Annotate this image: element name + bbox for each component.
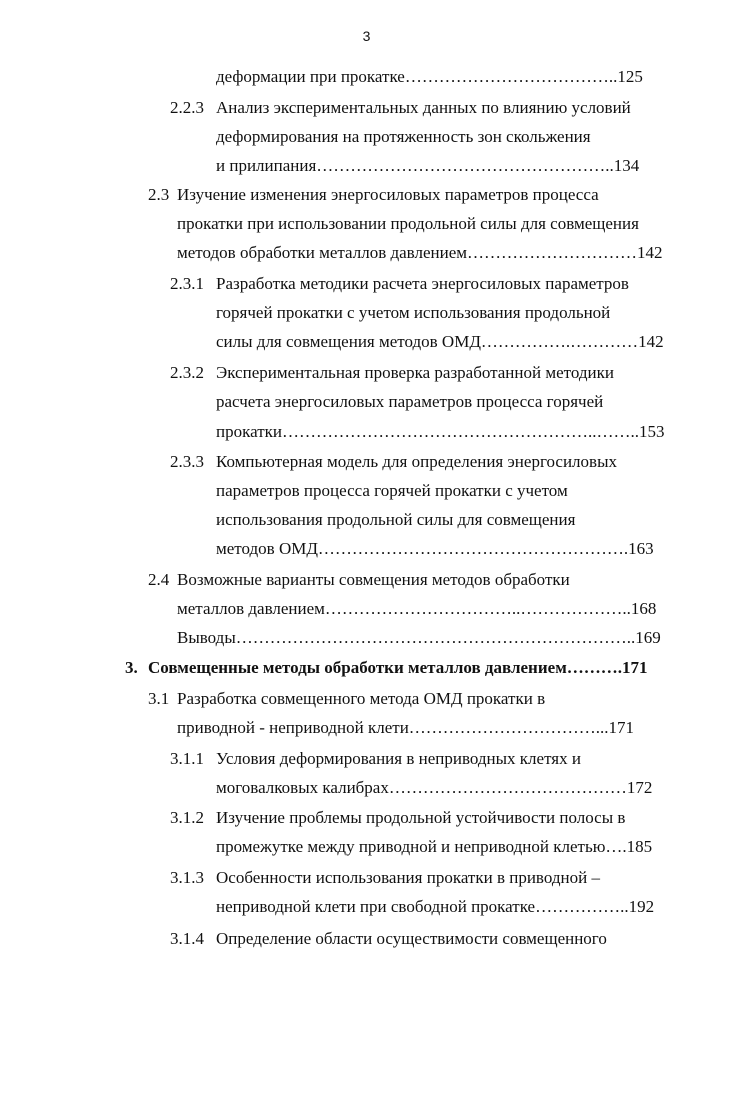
toc-line: методов ОМД……………………………………………….163 [216,539,654,558]
toc-line: Условия деформирования в неприводных клетях и [216,749,581,768]
toc-line: Экспериментальная проверка разработанной методики [216,363,614,382]
toc-line: Разработка совмещенного метода ОМД прокатки в [177,689,546,708]
toc-line: деформирования на протяженность зон скольжения [216,127,591,146]
toc-section-number: 2.3 [148,185,170,204]
toc-chapter-number: 3. [125,658,138,677]
toc-section-number: 3.1.3 [170,868,204,887]
toc-section-number: 3.1.4 [170,929,204,948]
toc-section-number: 3.1.1 [170,749,204,768]
toc-section-number: 2.3.3 [170,452,204,471]
toc-line: моговалковых калибрах……………………………………172 [216,778,653,797]
toc-line: методов обработки металлов давлением…………………………142 [177,243,663,262]
toc-line: промежутке между приводной и неприводной клетью….185 [216,837,653,856]
toc-line: Изучение изменения энергосиловых параметров процесса [177,185,599,204]
toc-chapter-title: Совмещенные методы обработки металлов давлением……….171 [148,658,648,677]
toc-line: деформации при прокатке………………………………..125 [216,67,643,86]
toc-line: неприводной клети при свободной прокатке……………..192 [216,897,655,916]
toc-line: Разработка методики расчета энергосиловых параметров [216,274,629,293]
toc-line: Возможные варианты совмещения методов обработки [177,570,570,589]
toc-line: и прилипания……………………………………………..134 [216,156,640,175]
toc-section-number: 3.1 [148,689,170,708]
toc-line: прокатки………………………………………………..……..153 [216,422,665,441]
toc-line: Выводы……………………………………………………………..169 [177,628,661,647]
page-number: 3 [362,28,371,44]
toc-section-number: 2.2.3 [170,98,204,117]
toc-line: горячей прокатки с учетом использования продольной [216,303,611,322]
toc-line: прокатки при использовании продольной силы для совмещения [177,214,639,233]
toc-line: Определение области осуществимости совмещенного [216,929,607,948]
toc-line: расчета энергосиловых параметров процесса горячей [216,392,604,411]
toc-line: металлов давлением……………………………..………………..168 [177,599,657,618]
toc-section-number: 2.3.2 [170,363,204,382]
toc-line: Компьютерная модель для определения энергосиловых [216,452,617,471]
toc-line: Особенности использования прокатки в приводной – [216,868,600,887]
toc-line: приводной - неприводной клети……………………………...171 [177,718,635,737]
toc-section-number: 2.4 [148,570,170,589]
toc-line: Изучение проблемы продольной устойчивости полосы в [216,808,626,827]
toc-line: использования продольной силы для совмещения [216,510,576,529]
toc-line: силы для совмещения методов ОМД…………….…………142 [216,332,664,351]
toc-line: параметров процесса горячей прокатки с учетом [216,481,568,500]
toc-section-number: 2.3.1 [170,274,204,293]
toc-section-number: 3.1.2 [170,808,204,827]
toc-line: Анализ экспериментальных данных по влиянию условий [216,98,631,117]
